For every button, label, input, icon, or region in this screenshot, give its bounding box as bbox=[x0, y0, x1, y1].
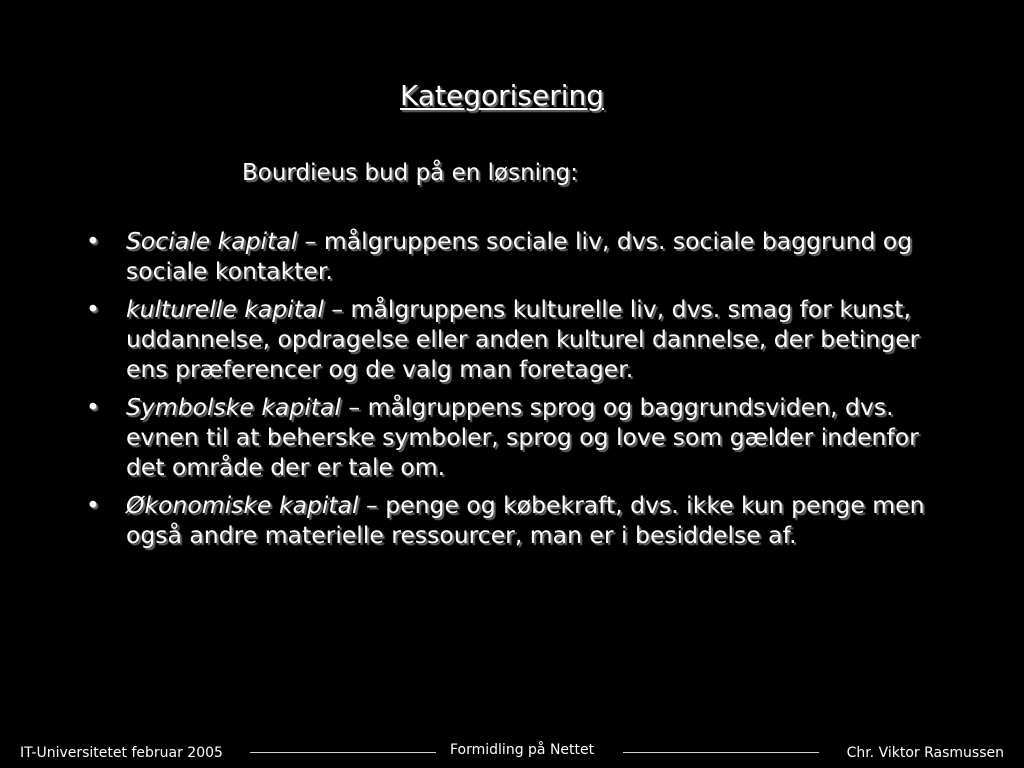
footer-author: Chr. Viktor Rasmussen bbox=[846, 745, 1004, 761]
bullet-marker: • bbox=[86, 393, 100, 421]
footer-divider-right bbox=[623, 752, 819, 753]
bullet-item-sociale-kapital bbox=[86, 226, 936, 286]
bullet-item-kulturelle-kapital bbox=[86, 294, 936, 384]
bullet-marker: • bbox=[86, 295, 100, 323]
bullet-text: – målgruppens sociale liv, dvs. sociale baggrund og sociale kontakter. bbox=[126, 227, 913, 285]
bullet-text: – målgruppens kulturelle liv, dvs. smag for kunst, uddannelse, opdragelse eller anden kulturel dannelse, der betinger ens præferencer og de valg man foretager. bbox=[126, 295, 920, 383]
bullet-term: Økonomiske kapital bbox=[126, 491, 359, 519]
bullet-text: – målgruppens sprog og baggrundsviden, dvs. evnen til at beherske symboler, sprog og love som gælder indenfor det område der er tale om. bbox=[126, 393, 919, 481]
slide-footer bbox=[0, 742, 1024, 764]
bullet-list bbox=[86, 226, 936, 558]
bullet-marker: • bbox=[86, 227, 100, 255]
footer-divider-left bbox=[250, 752, 436, 753]
bullet-item-oekonomiske-kapital bbox=[86, 490, 936, 550]
bullet-text: – penge og købekraft, dvs. ikke kun penge men også andre materielle ressourcer, man er i besiddelse af. bbox=[126, 491, 925, 549]
footer-institution: IT-Universitetet februar 2005 bbox=[20, 745, 223, 761]
bullet-term: kulturelle kapital bbox=[126, 295, 324, 323]
slide-subtitle: Bourdieus bud på en løsning: bbox=[242, 160, 578, 186]
bullet-item-symbolske-kapital bbox=[86, 392, 936, 482]
footer-course-title: Formidling på Nettet bbox=[450, 742, 595, 758]
bullet-term: Symbolske kapital bbox=[126, 393, 341, 421]
bullet-term: Sociale kapital bbox=[126, 227, 298, 255]
bullet-marker: • bbox=[86, 491, 100, 519]
slide-title: Kategorisering bbox=[399, 79, 605, 112]
